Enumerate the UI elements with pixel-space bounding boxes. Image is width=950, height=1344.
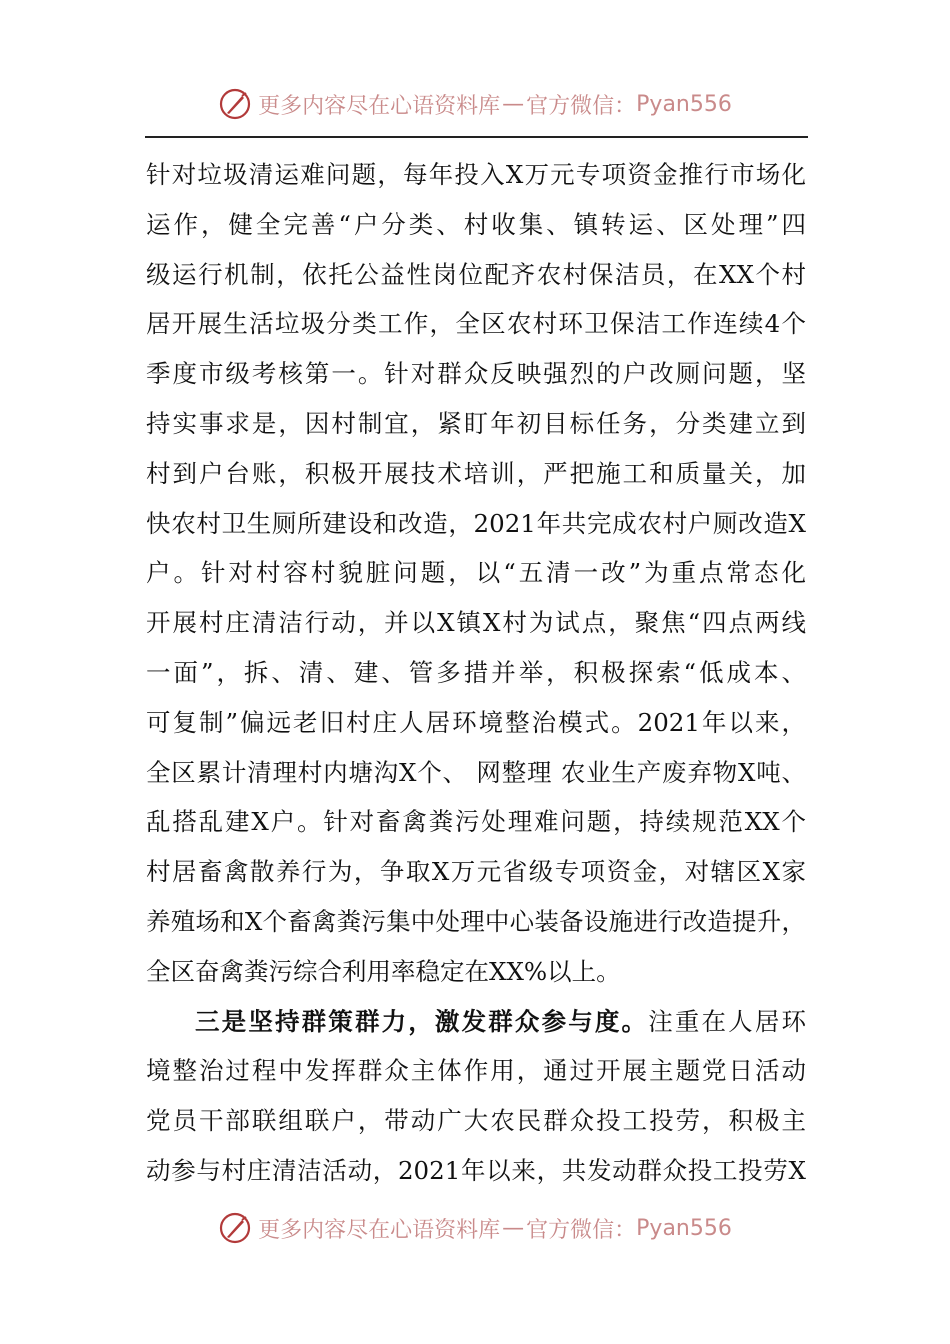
paragraph-first-line — [146, 997, 806, 1047]
text-line: 党员干部联组联户，带动广大农民群众投工投劳，积极主 — [146, 1106, 806, 1136]
text-line: 快农村卫生厕所建设和改造，2021年共完成农村户厕改造X — [146, 508, 806, 538]
wechat-id: Pyan556 — [636, 91, 732, 117]
text-line: 境整治过程中发挥群众主体作用，通过开展主题党日活动 — [146, 1056, 806, 1086]
brand-text: 更多内容尽在心语资料库 — [258, 93, 501, 119]
text-line: 季度市级考核第一。针对群众反映强烈的户改厕问题，坚 — [146, 359, 806, 389]
wechat-label: 官方微信： — [526, 1217, 637, 1243]
brand-text: 更多内容尽在心语资料库 — [258, 1217, 501, 1243]
quill-logo-icon — [218, 1211, 252, 1245]
text-line: 开展村庄清洁行动，并以X镇X村为试点，聚焦“四点两线 — [146, 608, 806, 638]
text-line: 全区奋禽粪污综合利用率稳定在XX%以上。 — [146, 956, 621, 986]
quill-logo-icon — [218, 87, 252, 121]
separator: — — [502, 1215, 525, 1241]
text-line: 级运行机制，依托公益性岗位配齐农村保洁员，在XX个村 — [146, 259, 806, 289]
text-line: 动参与村庄清洁活动，2021年以来，共发动群众投工投劳X — [146, 1155, 806, 1185]
text-line: 户。针对村容村貌脏问题，以“五清一改”为重点常态化 — [146, 558, 806, 588]
document-body — [146, 150, 806, 1196]
text-line: 一面”，拆、清、建、管多措并举，积极探索“低成本、 — [146, 657, 806, 687]
text-line: 针对垃圾清运难问题，每年投入X万元专项资金推行市场化 — [146, 160, 806, 189]
text-line: 村到户台账，积极开展技术培训，严把施工和质量关，加 — [146, 458, 806, 488]
header-rule — [145, 136, 808, 138]
wechat-id: Pyan556 — [636, 1215, 732, 1241]
text-line: 持实事求是，因村制宜，紧盯年初目标任务，分类建立到 — [146, 408, 806, 438]
separator: — — [502, 91, 525, 117]
text-line: 村居畜禽散养行为，争取X万元省级专项资金，对辖区X家 — [146, 857, 806, 887]
wechat-label: 官方微信： — [526, 93, 637, 119]
paragraph-text: 注重在人居环 — [648, 1006, 806, 1036]
text-line: 养殖场和X个畜禽粪污集中处理中心装备设施进行改造提升， — [146, 906, 806, 936]
text-line: 运作，健全完善“户分类、村收集、镇转运、区处理”四 — [146, 209, 806, 239]
header-watermark — [0, 84, 950, 124]
text-line: 乱搭乱建X户。针对畜禽粪污处理难问题，持续规范XX个 — [146, 807, 806, 837]
text-line: 可复制”偏远老旧村庄人居环境整治模式。2021年以来， — [146, 707, 806, 737]
footer-watermark — [0, 1208, 950, 1248]
paragraph-heading: 三是坚持群策群力，激发群众参与度。 — [195, 1006, 649, 1036]
text-line: 全区累计清理村内塘沟X个、 网整理 农业生产废弃物X吨、 — [146, 757, 806, 787]
text-line: 居开展生活垃圾分类工作，全区农村环卫保洁工作连续4个 — [146, 309, 806, 339]
